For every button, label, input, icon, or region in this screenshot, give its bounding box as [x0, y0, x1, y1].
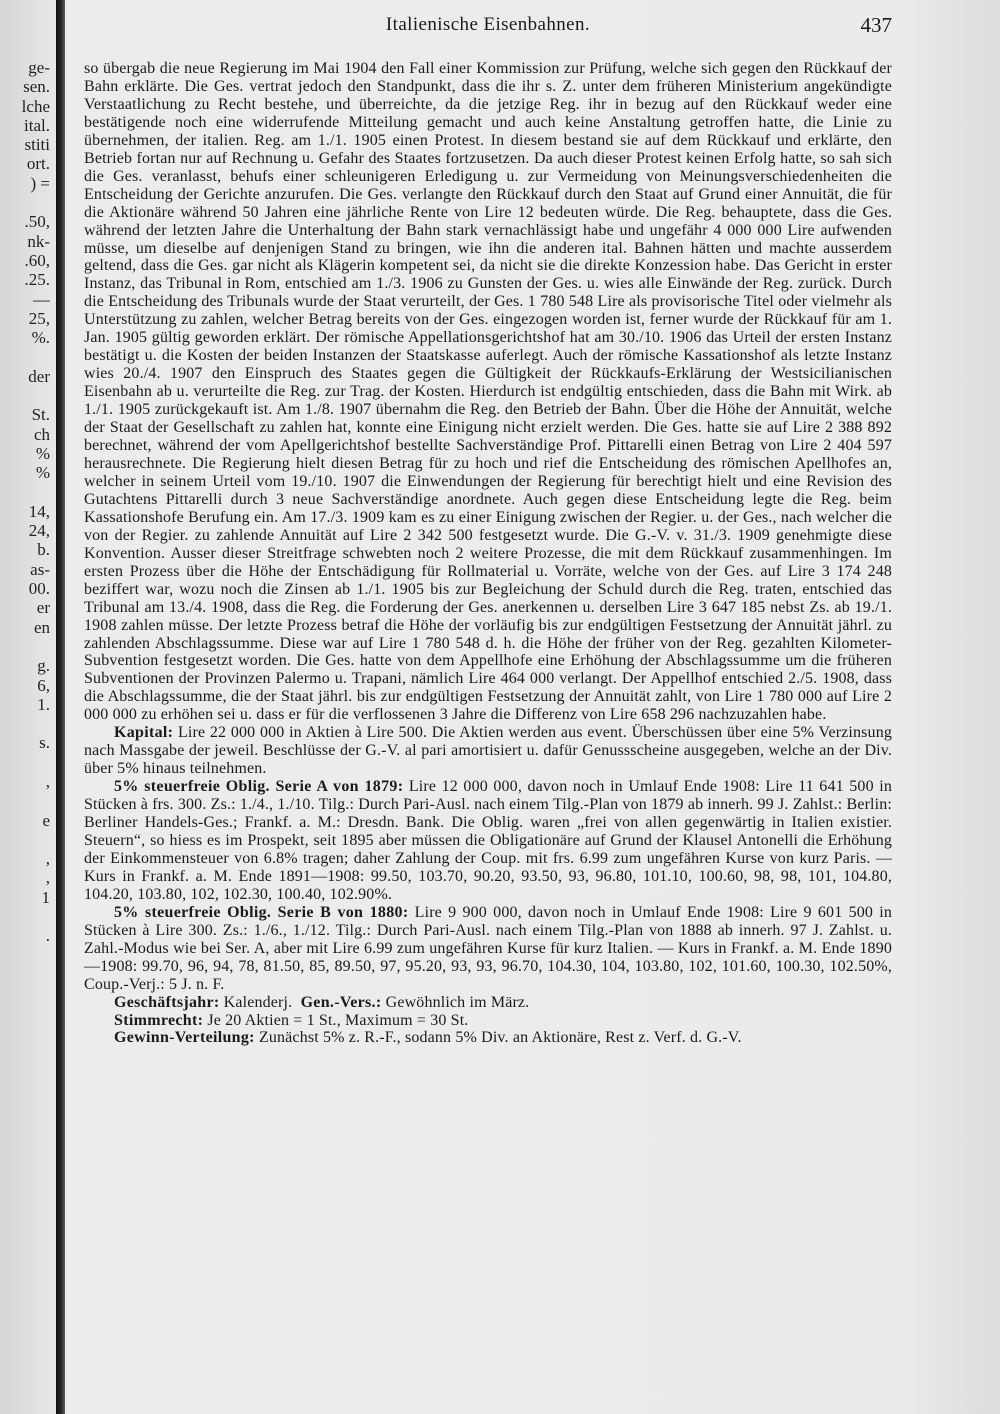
serie-a-paragraph	[84, 778, 892, 904]
running-title: Italienische Eisenbahnen.	[385, 14, 591, 35]
page-body	[84, 60, 892, 1047]
kapital-heading: Kapital:	[114, 724, 174, 742]
geschaeftsjahr-heading: Geschäftsjahr:	[114, 993, 220, 1011]
genvers-text: Gewöhnlich im März.	[381, 993, 530, 1011]
gewinn-heading: Gewinn-Verteilung:	[114, 1029, 255, 1047]
kapital-paragraph	[84, 724, 892, 778]
gewinn-line	[84, 1029, 892, 1047]
book-gutter	[56, 0, 65, 1414]
genvers-heading: Gen.-Vers.:	[300, 993, 382, 1011]
geschaeftsjahr-line	[84, 994, 892, 1012]
main-paragraph: so übergab die neue Regierung im Mai 1904 den Fall einer Kommission zur Prüfung, welche sich gegen den Rückkauf der Bahn erklärte. Die Ges. vertrat jedoch den Standpunkt, dass die ihr s. Z. unter dem früheren Ministerium angekündigte Verstaatlichung zu Recht bestehe, und überreichte, da die jetzige Reg. ihr in bezug auf den Rückkauf weder eine bestätigende noch eine widerrufende Mitteilung gemacht und auch keine Anstaltung getroffen hatte, die Linie zu übernehmen, der italien. Reg. am 1./1. 1905 einen Protest. In diesem bestand sie auf dem Rückkauf und erklärte, den Betrieb fortan nur auf Rechnung u. Gefahr des Staates fortzusetzen. Da auch dieser Protest keinen Erfolg hatte, so sah sich die Ges. veranlasst, behufs einer schleunigeren Erledigung u. zur Vermeidung von Meinungsverschiedenheiten die Entscheidung der Gerichte anzurufen. Die Ges. verlangte den Rückkauf durch den Staat auf Grund einer Annuität, die für die Aktionäre während 50 Jahren eine jährliche Rente von Lire 12 bedeuten würde. Die Reg. behauptete, dass die Ges. während der letzten Jahre die Unterhaltung der Bahn stark vernachlässigt habe und ungefähr 4 000 000 Lire aufwenden müsse, um dieselbe auf denjenigen Stand zu bringen, wie ihn die anderen ital. Bahnen hätten und machte ausserdem geltend, dass die Ges. gar nicht als Klägerin kompetent sei, da nicht sie die direkte Konzession habe. Das Gericht in erster Instanz, das Tribunal in Rom, entschied am 1./3. 1906 zu Gunsten der Ges. u. wies alle Einwände der Reg. zurück. Durch die Entscheidung des Tribunals wurde der Staat verurteilt, der Ges. 1 780 548 Lire als provisorische Titel oder vielmehr als Unterstützung zu zahlen, welcher Betrag bereits von der Ges. eingezogen worden ist, ferner wurde der Rückkauf für am 1. Jan. 1905 gültig geworden erklärt. Der römische Appellationsgerichtshof hat am 30./10. 1906 das Urteil der ersten Instanz bestätigt u. die Kosten der beiden Instanzen der Staatskasse auferlegt. Auch der römische Kassationshof als letzte Instanz wies 20./4. 1907 den Einspruch des Staates gegen die Gültigkeit der Rückkaufs-Erklärung der Westsicilianischen Eisenbahn ab u. verurteilte die Reg. zur Trag. der Kosten. Hierdurch ist endgültig entschieden, dass die Bahn mit Wirk. ab 1./1. 1905 zurückgekauft ist. Am 1./8. 1907 übernahm die Reg. den Betrieb der Bahn. Über die Höhe der Annuität, welche der Staat der Gesellschaft zu zahlen hat, konnte eine Einigung nicht erzielt werden. Die Ges. hatte sie auf Lire 2 388 892 berechnet, während der vom Apellgerichtshof bestellte Sachverständige Prof. Pittarelli einen Betrag von Lire 2 404 597 herausrechnete. Die Regierung hielt diesen Betrag für zu hoch und rief die Entscheidung des römischen Apellhofes an, welcher in seinem Urteil vom 19./10. 1907 die Einwendungen der Regierung für berechtigt hielt und eine Revision des Gutachtens Pittarelli durch 3 neue Sachverständige anordnete. Auch gegen diese Entscheidung legte die Reg. beim Kassationshofe Berufung ein. Am 17./3. 1909 kam es zu einer Einigung zwischen der Regier. u. der Ges., nach welcher die von der Regier. zu zahlende Annuität auf Lire 2 342 500 festgesetzt wurde. Die G.-V. v. 31./3. 1909 genehmigte diese Konvention. Ausser dieser Streitfrage schwebten noch 2 weitere Prozesse, die mit dem Rückkauf zusammenhingen. Im ersten Prozess über die Höhe der Entschädigung für Rollmaterial u. Vorräte, welche von der Ges. auf Lire 3 174 248 beziffert war, wozu noch die Zinsen ab 1./1. 1905 bis zur Begleichung der Schuld durch die Reg. traten, entschied das Tribunal am 13./4. 1908, dass die Reg. die Forderung der Ges. anerkennen u. derselben Lire 3 647 185 nebst Zs. ab 19./1. 1908 zahlen müsse. Der letzte Prozess betraf die Höhe der vorläufig bis zur endgültigen Festsetzung der Annuität jährl. zu zahlenden Abschlagssumme. Diese war auf Lire 1 780 548 d. h. die Höhe der früher von der Reg. gezahlten Kilometer-Subvention festgesetzt worden. Die Ges. hatte von dem Appellhofe eine Erhöhung der Abschlagssumme um die früheren Subventionen der Provinzen Palermo u. Trapani, nämlich Lire 464 000 verlangt. Der Appellhof entschied 2./5. 1908, dass die Abschlagssumme, die der Staat jährl. bis zur endgültigen Festsetzung der Annuität zahlt, von Lire 1 780 000 auf Lire 2 000 000 zu erhöhen sei u. dass er für die verflossenen 3 Jahre die Differenz von Lire 658 296 nachzuzahlen habe.	[84, 60, 892, 724]
serie-b-heading: 5% steuerfreie Oblig. Serie B von 1880:	[114, 903, 409, 921]
stimmrecht-heading: Stimmrecht:	[114, 1011, 204, 1029]
serie-b-text: Lire 9 900 000, davon noch in Umlauf Ende 1908: Lire 9 601 500 in Stücken à Lire 300. Zs.: 1./6., 1./12. Tilg.: Durch Pari-Ausl. nach einem Tilg.-Plan von 1888 ab innerh. 97 J. Zahlst. u. Zahl.-Modus wie bei Ser. A, aber mit Lire 6.99 zum ungefähren Kurse für kurz Italien. — Kurs in Frankf. a. M. Ende 1890—1908: 99.70, 96, 94, 78, 81.50, 85, 89.50, 97, 95.20, 93, 93, 96.70, 104.30, 104, 103.80, 102, 101.60, 100.30, 102.50%, Coup.-Verj.: 5 J. n. F.	[84, 903, 892, 993]
stimmrecht-line	[84, 1012, 892, 1030]
gewinn-text: Zunächst 5% z. R.-F., sodann 5% Div. an Aktionäre, Rest z. Verf. d. G.-V.	[254, 1029, 742, 1047]
serie-b-paragraph	[84, 904, 892, 994]
geschaeftsjahr-text: Kalenderj.	[219, 993, 293, 1011]
serie-a-text: Lire 12 000 000, davon noch in Umlauf Ende 1908: Lire 11 641 500 in Stücken à frs. 300. Zs.: 1./4., 1./10. Tilg.: Durch Pari-Ausl. nach einem Tilg.-Plan von 1879 ab innerh. 99 J. Zahlst.: Berlin: Berliner Handels-Ges.; Frankf. a. M.: Dresdn. Bank. Die Oblig. waren „frei von allen gegenwärtig in Italien existier. Steuern“, so hiess es im Prospekt, seit 1895 aber müssen die Obligationäre auf Grund der Klausel Antonelli die Erhöhung der Einkommensteuer von 6.8% tragen; daher Zahlung der Coup. mit frs. 6.99 zum ungefähren Kurse von kurz Paris. — Kurs in Frankf. a. M. Ende 1891—1908: 99.50, 103.70, 90.20, 93.50, 93, 96.80, 101.10, 100.60, 98, 98, 101, 104.80, 104.20, 103.80, 102, 102.30, 100.40, 102.90%.	[84, 778, 892, 903]
kapital-text: Lire 22 000 000 in Aktien à Lire 500. Die Aktien werden aus event. Überschüssen über eine 5% Verzinsung nach Massgabe der jeweil. Beschlüsse der G.-V. al pari amortisiert u. dafür Genussscheine ausgegeben, welche an der Div. über 5% hinaus teilnehmen.	[84, 724, 892, 778]
serie-a-heading: 5% steuerfreie Oblig. Serie A von 1879:	[114, 778, 404, 796]
previous-page-margin-fragments: ge- sen. lche ital. stiti ort. ) = .50, nk- .60, .25. — 25, %. der St. ch % % 14, 24, b. as- 00. er en g. 6, 1. s. , e , , 1 .	[21, 58, 50, 946]
page-number: 437	[860, 13, 892, 37]
stimmrecht-text: Je 20 Aktien = 1 St., Maximum = 30 St.	[203, 1011, 469, 1029]
page-header	[84, 14, 892, 40]
